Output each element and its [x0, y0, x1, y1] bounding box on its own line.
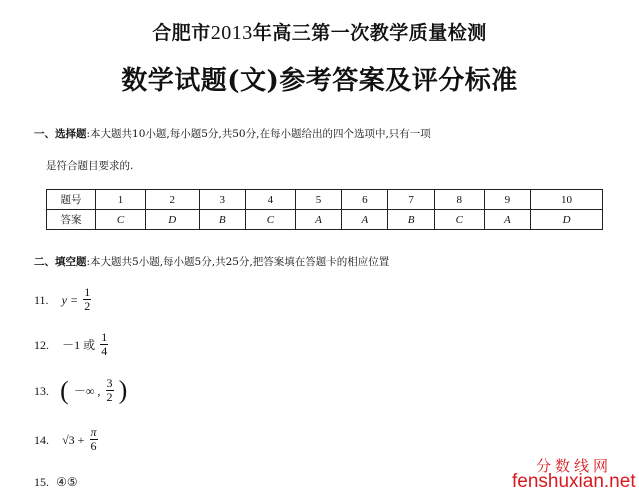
section-2-text: :本大题共5小题,每小题5分,共25分,把答案填在答题卡的相应位置 [86, 256, 390, 268]
fraction-numerator: 3 [106, 376, 113, 390]
answer-item-11 [34, 286, 91, 313]
fraction-denominator: 2 [106, 390, 113, 404]
item-number: 15. [34, 475, 49, 489]
item-lhs: √3 + [62, 433, 85, 447]
open-paren: ( [60, 375, 69, 405]
table-cell: 1 [96, 190, 146, 210]
item-lhs: －∞ , [73, 384, 101, 398]
table-cell: 10 [531, 190, 603, 210]
table-cell: 9 [484, 190, 530, 210]
section-1-text-line2: 是符合题目要求的. [46, 160, 134, 172]
section-1-intro [34, 127, 431, 141]
table-cell: 3 [199, 190, 245, 210]
watermark-url: fenshuxian.net [512, 471, 636, 492]
fraction-numerator: π [90, 425, 97, 439]
answer-item-13 [34, 377, 127, 404]
fraction [90, 426, 98, 453]
table-cell: B [388, 210, 434, 230]
section-1-heading: 一、选择题 [34, 128, 87, 140]
item-number: 13. [34, 384, 49, 398]
item-number: 14. [34, 433, 49, 447]
fraction [106, 377, 114, 404]
table-cell: D [145, 210, 199, 230]
table-cell: 6 [342, 190, 388, 210]
section-1-text: :本大题共10小题,每小题5分,共50分,在每小题给出的四个选项中,只有一项 [86, 128, 431, 140]
table-cell: C [245, 210, 295, 230]
table-cell: 8 [434, 190, 484, 210]
watermark-chinese: 分数线网 [536, 457, 613, 475]
section-2-intro [34, 255, 389, 269]
table-cell: D [531, 210, 603, 230]
table-header-number: 题号 [47, 190, 96, 210]
table-cell: A [484, 210, 530, 230]
table-cell: 7 [388, 190, 434, 210]
answer-table [46, 189, 603, 230]
document-title [0, 18, 639, 45]
document-subtitle: 数学试题(文)参考答案及评分标准 [121, 66, 518, 96]
fraction-numerator: 1 [84, 285, 91, 299]
answer-item-15 [34, 471, 78, 490]
table-cell: B [199, 210, 245, 230]
answer-table-number-row [47, 190, 603, 210]
fraction [100, 331, 108, 358]
table-cell: C [434, 210, 484, 230]
section-2-heading: 二、填空题 [34, 256, 87, 268]
table-cell: A [295, 210, 341, 230]
fraction-denominator: 4 [101, 344, 108, 358]
item-lhs: －1 或 [62, 338, 96, 352]
title-year: 2013 [210, 22, 253, 44]
item-number: 11. [34, 293, 49, 307]
table-cell: A [342, 210, 388, 230]
answer-item-14 [34, 426, 98, 453]
table-header-answer: 答案 [47, 210, 96, 230]
item-lhs: y = [61, 293, 79, 307]
fraction-denominator: 6 [90, 439, 97, 453]
close-paren: ) [118, 375, 128, 405]
answer-table-answer-row [47, 210, 603, 230]
item-number: 12. [34, 338, 49, 352]
title-city: 合肥市 [152, 22, 211, 44]
table-cell: C [96, 210, 146, 230]
item-value: ④⑤ [56, 475, 78, 489]
fraction-numerator: 1 [101, 330, 108, 344]
table-cell: 2 [145, 190, 199, 210]
table-cell: 4 [245, 190, 295, 210]
title-exam: 年高三第一次教学质量检测 [252, 22, 487, 44]
fraction-denominator: 2 [84, 299, 91, 313]
answer-item-12 [34, 331, 108, 358]
table-cell: 5 [295, 190, 341, 210]
fraction [83, 286, 91, 313]
